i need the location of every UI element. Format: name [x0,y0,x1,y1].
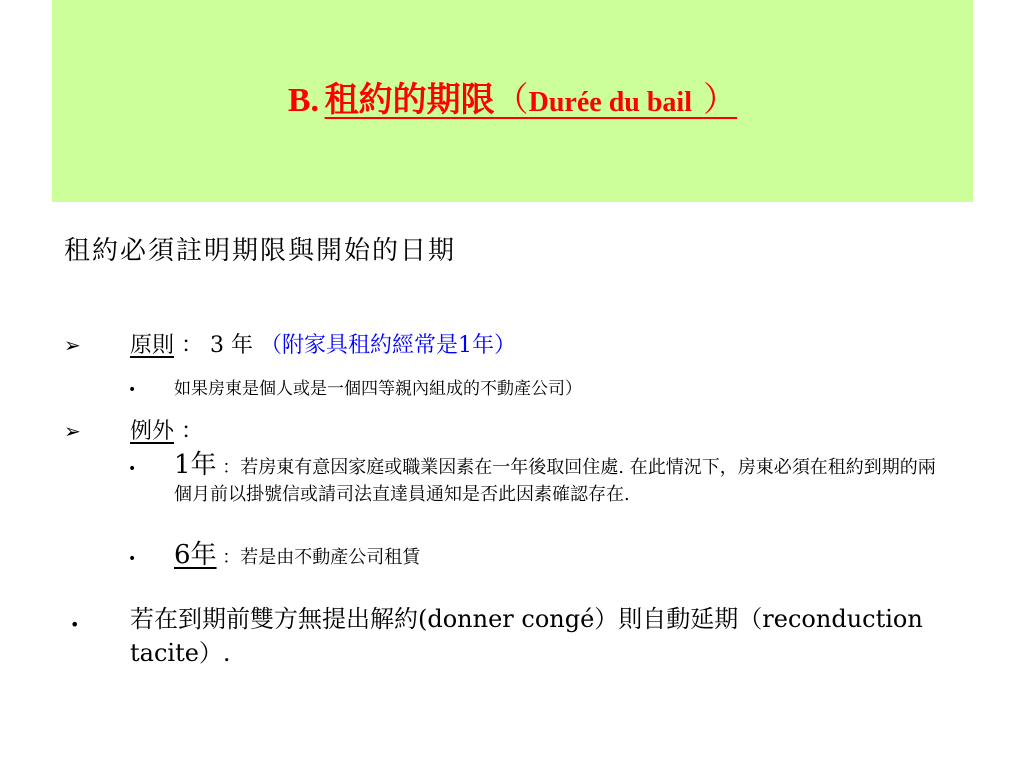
title-letter: B. [287,82,320,119]
exception-sub-item-1 [128,452,948,508]
principle-sub-item [128,374,582,399]
bullet-dot-icon: • [70,615,80,634]
arrow-bullet-icon: ➢ [64,419,81,443]
intro-line: 租約必須註明期限與開始的日期 [64,236,457,266]
exception-colon: ： [181,419,204,444]
title-open-paren: （ [494,82,529,119]
bullet-dot-icon: • [128,551,137,567]
principle-colon: ： [181,333,204,358]
exception-term-1: 1年 [174,450,217,480]
title-french: Durée du bail [528,87,692,118]
title-close-paren: ） [703,82,738,119]
title-banner [52,0,973,202]
exception-term-2: 6年 [174,540,217,570]
principle-item [64,328,516,359]
principle-label: 原則 [130,333,175,358]
renewal-item [70,602,970,670]
arrow-bullet-icon: ➢ [64,333,81,357]
principle-value: 3 年 [210,333,254,358]
slide-title [52,72,973,121]
principle-sub-text: 如果房東是個人或是一個四等親內組成的不動產公司） [174,379,582,399]
exception-sub-item-2 [128,542,968,571]
bullet-dot-icon: • [128,461,137,477]
title-chinese: 租約的期限 [324,80,495,120]
exception-text-1: ：若房東有意因家庭或職業因素在一年後取回住處. 在此情況下，房東必須在租約到期的兩個月前以掛號信或請司法直達員通知是否此因素確認存在. [174,457,936,505]
renewal-text: 若在到期前雙方無提出解約(donner congé）則自動延期（reconduction tacite）. [130,605,923,667]
principle-note: （附家具租約經常是1年） [260,333,517,358]
exception-text-2: ：若是由不動產公司租賃 [222,547,421,568]
exception-item [64,414,203,445]
bullet-dot-icon: • [128,382,137,398]
exception-label: 例外 [130,419,175,444]
